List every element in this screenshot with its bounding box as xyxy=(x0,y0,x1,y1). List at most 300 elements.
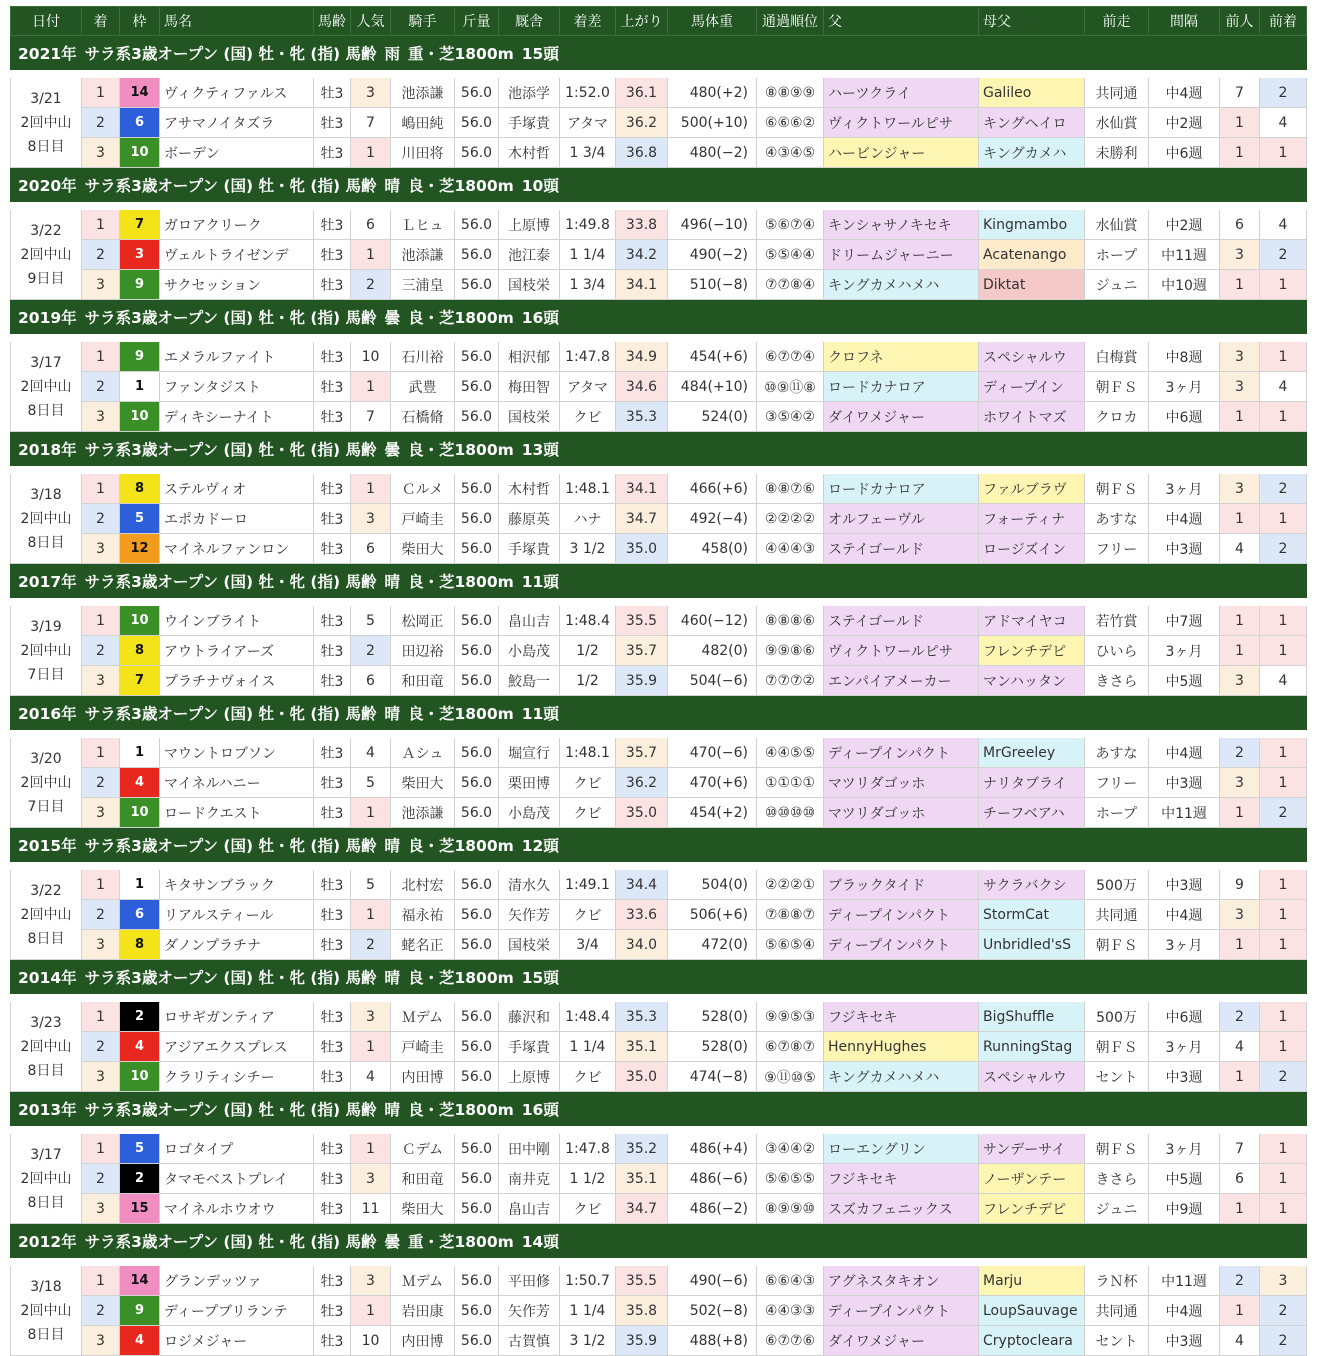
sire-link[interactable]: ヴィクトワールピサ xyxy=(824,636,979,666)
trainer-link[interactable]: 相沢郁 xyxy=(499,338,560,372)
horse-name-link[interactable]: ロサギガンティア xyxy=(160,998,314,1032)
previous-race-link[interactable]: 未勝利 xyxy=(1085,138,1149,168)
race-header-row xyxy=(11,828,1307,867)
col-last3f: 上がり xyxy=(616,7,668,36)
trainer-link[interactable]: 清水久 xyxy=(499,866,560,900)
broodmare-sire-link[interactable]: Marju xyxy=(979,1262,1085,1296)
previous-race-link[interactable]: ひいら xyxy=(1085,636,1149,666)
broodmare-sire-link[interactable]: RunningStag xyxy=(979,1032,1085,1062)
trainer-link[interactable]: 国枝栄 xyxy=(499,270,560,300)
horse-name-link[interactable]: ファンタジスト xyxy=(160,372,314,402)
previous-finish: 1 xyxy=(1260,768,1307,798)
previous-race-link[interactable]: 朝ＦＳ xyxy=(1085,1130,1149,1164)
race-header xyxy=(11,432,1307,471)
trainer-link[interactable]: 木村哲 xyxy=(499,138,560,168)
jockey-link[interactable]: 内田博 xyxy=(391,1062,455,1092)
horse-name-link[interactable]: ヴィクティファルス xyxy=(160,74,314,108)
frame-number: 9 xyxy=(120,1296,160,1326)
trainer-link[interactable]: 矢作芳 xyxy=(499,900,560,930)
last-3f-time: 34.7 xyxy=(616,504,668,534)
table-row xyxy=(11,74,1307,108)
jockey-link[interactable]: 蛯名正 xyxy=(391,930,455,960)
trainer-link[interactable]: 上原博 xyxy=(499,206,560,240)
popularity: 1 xyxy=(351,1032,391,1062)
horse-name-link[interactable]: ロゴタイプ xyxy=(160,1130,314,1164)
trainer-link[interactable]: 池江泰 xyxy=(499,240,560,270)
sire-link[interactable]: クロフネ xyxy=(824,338,979,372)
previous-finish: 4 xyxy=(1260,372,1307,402)
previous-race-link[interactable]: 朝ＦＳ xyxy=(1085,930,1149,960)
frame-number: 4 xyxy=(120,1326,160,1356)
broodmare-sire-link[interactable]: アドマイヤコ xyxy=(979,602,1085,636)
broodmare-sire-link[interactable]: ディープイン xyxy=(979,372,1085,402)
finish-position: 1 xyxy=(82,206,120,240)
previous-finish: 1 xyxy=(1260,1164,1307,1194)
sire-link[interactable]: ローエングリン xyxy=(824,1130,979,1164)
previous-finish: 2 xyxy=(1260,1326,1307,1356)
horse-name-link[interactable]: アウトライアーズ xyxy=(160,636,314,666)
jockey-link[interactable]: 柴田大 xyxy=(391,534,455,564)
race-cond: サラ系3歳オープン (国) 牡・牝 (指) 馬齢 xyxy=(84,573,377,591)
sire-link[interactable]: ドリームジャーニー xyxy=(824,240,979,270)
horse-name-link[interactable]: アジアエクスプレス xyxy=(160,1032,314,1062)
previous-popularity: 1 xyxy=(1220,1194,1260,1224)
frame-number: 9 xyxy=(120,270,160,300)
margin: クビ xyxy=(560,798,616,828)
jockey-link[interactable]: 北村宏 xyxy=(391,866,455,900)
race-heads: 11頭 xyxy=(521,573,559,591)
race-weather: 晴 xyxy=(384,1101,400,1119)
jockey-link[interactable]: 内田博 xyxy=(391,1326,455,1356)
jockey-link[interactable]: 岩田康 xyxy=(391,1296,455,1326)
horse-name-link[interactable]: マイネルホウオウ xyxy=(160,1194,314,1224)
race-meet: 2回中山 xyxy=(20,774,72,791)
body-weight-value: 470(+6) xyxy=(689,774,748,791)
broodmare-sire-link[interactable]: ホワイトマズ xyxy=(979,402,1085,432)
broodmare-sire-link[interactable]: フレンチデピ xyxy=(979,1194,1085,1224)
carried-weight: 56.0 xyxy=(455,866,499,900)
body-weight xyxy=(668,1062,757,1092)
previous-race-link[interactable]: 500万 xyxy=(1085,866,1149,900)
previous-race-link[interactable]: クロカ xyxy=(1085,402,1149,432)
trainer-link[interactable]: 梅田智 xyxy=(499,372,560,402)
popularity: 1 xyxy=(351,138,391,168)
previous-finish: 1 xyxy=(1260,138,1307,168)
frame-number: 3 xyxy=(120,240,160,270)
broodmare-sire-link[interactable]: サクラバクシ xyxy=(979,866,1085,900)
trainer-link[interactable]: 古賀慎 xyxy=(499,1326,560,1356)
carried-weight: 56.0 xyxy=(455,138,499,168)
trainer-link[interactable]: 鮫島一 xyxy=(499,666,560,696)
finish-position: 2 xyxy=(82,108,120,138)
horse-name-link[interactable]: ダノンプラチナ xyxy=(160,930,314,960)
jockey-link[interactable]: 松岡正 xyxy=(391,602,455,636)
sire-link[interactable]: ディープインパクト xyxy=(824,930,979,960)
previous-race-link[interactable]: ホープ xyxy=(1085,240,1149,270)
broodmare-sire-link[interactable]: チーフベアハ xyxy=(979,798,1085,828)
sire-link[interactable]: ディープインパクト xyxy=(824,734,979,768)
horse-age: 牡3 xyxy=(314,470,351,504)
previous-race-link[interactable]: セント xyxy=(1085,1326,1149,1356)
sire-link[interactable]: キングカメハメハ xyxy=(824,270,979,300)
table-row xyxy=(11,768,1307,798)
previous-race-link[interactable]: 共同通 xyxy=(1085,74,1149,108)
previous-race-link[interactable]: 若竹賞 xyxy=(1085,602,1149,636)
trainer-link[interactable]: 南井克 xyxy=(499,1164,560,1194)
previous-finish: 1 xyxy=(1260,1032,1307,1062)
sire-link[interactable]: ディープインパクト xyxy=(824,900,979,930)
previous-popularity: 1 xyxy=(1220,798,1260,828)
trainer-link[interactable]: 藤沢和 xyxy=(499,998,560,1032)
col-jockey: 騎手 xyxy=(391,7,455,36)
previous-popularity: 7 xyxy=(1220,74,1260,108)
finish-position: 1 xyxy=(82,1130,120,1164)
sire-link[interactable]: ハービンジャー xyxy=(824,138,979,168)
col-age: 馬齢 xyxy=(314,7,351,36)
previous-race-link[interactable]: あすな xyxy=(1085,734,1149,768)
broodmare-sire-link[interactable]: サンデーサイ xyxy=(979,1130,1085,1164)
frame-number: 15 xyxy=(120,1194,160,1224)
sire-link[interactable]: マツリダゴッホ xyxy=(824,768,979,798)
race-day: 8日目 xyxy=(27,1194,65,1211)
previous-popularity: 3 xyxy=(1220,768,1260,798)
previous-race-link[interactable]: ラＮ杯 xyxy=(1085,1262,1149,1296)
jockey-link[interactable]: Ｃデム xyxy=(391,1130,455,1164)
body-weight xyxy=(668,1296,757,1326)
broodmare-sire-link[interactable]: LoupSauvage xyxy=(979,1296,1085,1326)
sire-link[interactable]: スズカフェニックス xyxy=(824,1194,979,1224)
jockey-link[interactable]: 戸崎圭 xyxy=(391,1032,455,1062)
margin: 1/2 xyxy=(560,666,616,696)
trainer-link[interactable]: 田中剛 xyxy=(499,1130,560,1164)
trainer-link[interactable]: 池添学 xyxy=(499,74,560,108)
last-3f-time: 34.1 xyxy=(616,270,668,300)
last-3f-time: 35.9 xyxy=(616,666,668,696)
body-weight xyxy=(668,998,757,1032)
race-date: 3/17 xyxy=(30,1146,62,1163)
last-3f-time: 35.9 xyxy=(616,1326,668,1356)
previous-race-link[interactable]: きさら xyxy=(1085,1164,1149,1194)
previous-race-link[interactable]: あすな xyxy=(1085,504,1149,534)
body-weight xyxy=(668,666,757,696)
jockey-link[interactable]: Ｌヒュ xyxy=(391,206,455,240)
previous-race-link[interactable]: ホープ xyxy=(1085,798,1149,828)
broodmare-sire-link[interactable]: ファルブラヴ xyxy=(979,470,1085,504)
popularity: 4 xyxy=(351,734,391,768)
carried-weight: 56.0 xyxy=(455,1164,499,1194)
previous-finish: 1 xyxy=(1260,1194,1307,1224)
trainer-link[interactable]: 手塚貴 xyxy=(499,1032,560,1062)
race-day: 8日目 xyxy=(27,402,65,419)
popularity: 10 xyxy=(351,1326,391,1356)
sire-link[interactable]: ディープインパクト xyxy=(824,1296,979,1326)
previous-race-link[interactable]: セント xyxy=(1085,1062,1149,1092)
jockey-link[interactable]: 石橋脩 xyxy=(391,402,455,432)
last-3f-time: 36.2 xyxy=(616,768,668,798)
jockey-link[interactable]: 和田竜 xyxy=(391,666,455,696)
previous-popularity: 1 xyxy=(1220,1062,1260,1092)
previous-popularity: 2 xyxy=(1220,1262,1260,1296)
jockey-link[interactable]: 柴田大 xyxy=(391,768,455,798)
broodmare-sire-link[interactable]: スペシャルウ xyxy=(979,338,1085,372)
broodmare-sire-link[interactable]: フレンチデピ xyxy=(979,636,1085,666)
sire-link[interactable]: ロードカナロア xyxy=(824,372,979,402)
trainer-link[interactable]: 手塚貴 xyxy=(499,108,560,138)
body-weight xyxy=(668,338,757,372)
popularity: 1 xyxy=(351,470,391,504)
horse-name-link[interactable]: ガロアクリーク xyxy=(160,206,314,240)
horse-name-link[interactable]: マイネルファンロン xyxy=(160,534,314,564)
race-meet: 2回中山 xyxy=(20,642,72,659)
horse-name-link[interactable]: ロジメジャー xyxy=(160,1326,314,1356)
jockey-link[interactable]: 三浦皇 xyxy=(391,270,455,300)
trainer-link[interactable]: 栗田博 xyxy=(499,768,560,798)
race-track: 良・芝1800m xyxy=(407,837,514,855)
jockey-link[interactable]: 武豊 xyxy=(391,372,455,402)
broodmare-sire-link[interactable]: キングカメハ xyxy=(979,138,1085,168)
passing-order: ⑥⑥④③ xyxy=(757,1262,824,1296)
sire-link[interactable]: ヴィクトワールピサ xyxy=(824,108,979,138)
broodmare-sire-link[interactable]: マンハッタン xyxy=(979,666,1085,696)
horse-age: 牡3 xyxy=(314,1130,351,1164)
finish-position: 3 xyxy=(82,930,120,960)
broodmare-sire-link[interactable]: フォーティナ xyxy=(979,504,1085,534)
body-weight xyxy=(668,108,757,138)
sire-link[interactable]: ダイワメジャー xyxy=(824,402,979,432)
race-header-row xyxy=(11,300,1307,339)
race-weather: 晴 xyxy=(384,573,400,591)
previous-race-link[interactable]: 水仙賞 xyxy=(1085,206,1149,240)
margin: 1:49.8 xyxy=(560,206,616,240)
jockey-link[interactable]: 和田竜 xyxy=(391,1164,455,1194)
margin: クビ xyxy=(560,768,616,798)
jockey-link[interactable]: Ａシュ xyxy=(391,734,455,768)
jockey-link[interactable]: 池添謙 xyxy=(391,240,455,270)
frame-number: 1 xyxy=(120,372,160,402)
jockey-link[interactable]: Ｃルメ xyxy=(391,470,455,504)
passing-order: ⑥⑥⑥② xyxy=(757,108,824,138)
trainer-link[interactable]: 国枝栄 xyxy=(499,402,560,432)
race-heads: 13頭 xyxy=(521,441,559,459)
horse-name-link[interactable]: ディキシーナイト xyxy=(160,402,314,432)
sire-link[interactable]: ステイゴールド xyxy=(824,534,979,564)
broodmare-sire-link[interactable]: BigShuffle xyxy=(979,998,1085,1032)
horse-name-link[interactable]: リアルスティール xyxy=(160,900,314,930)
horse-age: 牡3 xyxy=(314,402,351,432)
jockey-link[interactable]: 石川裕 xyxy=(391,338,455,372)
race-header xyxy=(11,1092,1307,1131)
jockey-link[interactable]: 福永祐 xyxy=(391,900,455,930)
previous-race-link[interactable]: フリー xyxy=(1085,768,1149,798)
horse-name-link[interactable]: マイネルハニー xyxy=(160,768,314,798)
margin: 1 1/4 xyxy=(560,240,616,270)
trainer-link[interactable]: 上原博 xyxy=(499,1062,560,1092)
jockey-link[interactable]: Ｍデム xyxy=(391,1262,455,1296)
race-year: 2016年 xyxy=(18,705,77,723)
horse-name-link[interactable]: タマモベストプレイ xyxy=(160,1164,314,1194)
trainer-link[interactable]: 小島茂 xyxy=(499,798,560,828)
table-row xyxy=(11,206,1307,240)
race-date-cell xyxy=(11,866,82,960)
sire-link[interactable]: フジキセキ xyxy=(824,998,979,1032)
trainer-link[interactable]: 堀宣行 xyxy=(499,734,560,768)
sire-link[interactable]: ブラックタイド xyxy=(824,866,979,900)
trainer-link[interactable]: 平田修 xyxy=(499,1262,560,1296)
race-date: 3/19 xyxy=(30,618,62,635)
previous-race-link[interactable]: 朝ＦＳ xyxy=(1085,470,1149,504)
previous-race-link[interactable]: きさら xyxy=(1085,666,1149,696)
previous-popularity: 6 xyxy=(1220,206,1260,240)
horse-name-link[interactable]: ステルヴィオ xyxy=(160,470,314,504)
frame-number: 14 xyxy=(120,1262,160,1296)
sire-link[interactable]: エンパイアメーカー xyxy=(824,666,979,696)
body-weight-value: 486(−2) xyxy=(689,1200,748,1217)
broodmare-sire-link[interactable]: Acatenango xyxy=(979,240,1085,270)
horse-name-link[interactable]: ディープブリランテ xyxy=(160,1296,314,1326)
jockey-link[interactable]: 池添謙 xyxy=(391,798,455,828)
previous-race-link[interactable]: 朝ＦＳ xyxy=(1085,372,1149,402)
broodmare-sire-link[interactable]: MrGreeley xyxy=(979,734,1085,768)
previous-race-link[interactable]: 500万 xyxy=(1085,998,1149,1032)
trainer-link[interactable]: 畠山吉 xyxy=(499,602,560,636)
broodmare-sire-link[interactable]: ナリタブライ xyxy=(979,768,1085,798)
trainer-link[interactable]: 藤原英 xyxy=(499,504,560,534)
previous-race-link[interactable]: 白梅賞 xyxy=(1085,338,1149,372)
jockey-link[interactable]: 戸崎圭 xyxy=(391,504,455,534)
previous-popularity: 3 xyxy=(1220,240,1260,270)
frame-number: 4 xyxy=(120,768,160,798)
horse-name-link[interactable]: ロードクエスト xyxy=(160,798,314,828)
broodmare-sire-link[interactable]: Galileo xyxy=(979,74,1085,108)
trainer-link[interactable]: 手塚貴 xyxy=(499,534,560,564)
margin: 3 1/2 xyxy=(560,534,616,564)
interval: 中11週 xyxy=(1149,240,1220,270)
finish-position: 3 xyxy=(82,138,120,168)
sire-link[interactable]: マツリダゴッホ xyxy=(824,798,979,828)
broodmare-sire-link[interactable]: Cryptocleara xyxy=(979,1326,1085,1356)
broodmare-sire-link[interactable]: Kingmambo xyxy=(979,206,1085,240)
horse-name-link[interactable]: ボーデン xyxy=(160,138,314,168)
horse-age: 牡3 xyxy=(314,338,351,372)
table-row xyxy=(11,372,1307,402)
race-track: 重・芝1800m xyxy=(407,45,514,63)
finish-position: 1 xyxy=(82,602,120,636)
sire-link[interactable]: キンシャサノキセキ xyxy=(824,206,979,240)
sire-link[interactable]: キングカメハメハ xyxy=(824,1062,979,1092)
broodmare-sire-link[interactable]: Diktat xyxy=(979,270,1085,300)
previous-race-link[interactable]: ジュニ xyxy=(1085,1194,1149,1224)
jockey-link[interactable]: 柴田大 xyxy=(391,1194,455,1224)
sire-link[interactable]: ステイゴールド xyxy=(824,602,979,636)
previous-race-link[interactable]: 朝ＦＳ xyxy=(1085,1032,1149,1062)
horse-name-link[interactable]: クラリティシチー xyxy=(160,1062,314,1092)
jockey-link[interactable]: Ｍデム xyxy=(391,998,455,1032)
previous-race-link[interactable]: フリー xyxy=(1085,534,1149,564)
interval: 中5週 xyxy=(1149,1164,1220,1194)
broodmare-sire-link[interactable]: ノーザンテー xyxy=(979,1164,1085,1194)
previous-race-link[interactable]: 共同通 xyxy=(1085,1296,1149,1326)
horse-name-link[interactable]: キタサンブラック xyxy=(160,866,314,900)
trainer-link[interactable]: 矢作芳 xyxy=(499,1296,560,1326)
race-header-row xyxy=(11,36,1307,75)
margin: 1 3/4 xyxy=(560,138,616,168)
last-3f-time: 35.5 xyxy=(616,1262,668,1296)
previous-race-link[interactable]: ジュニ xyxy=(1085,270,1149,300)
trainer-link[interactable]: 木村哲 xyxy=(499,470,560,504)
race-header-row xyxy=(11,564,1307,603)
last-3f-time: 35.7 xyxy=(616,636,668,666)
trainer-link[interactable]: 小島茂 xyxy=(499,636,560,666)
horse-name-link[interactable]: エメラルファイト xyxy=(160,338,314,372)
last-3f-time: 35.8 xyxy=(616,1296,668,1326)
race-cond: サラ系3歳オープン (国) 牡・牝 (指) 馬齢 xyxy=(84,441,377,459)
horse-name-link[interactable]: グランデッツァ xyxy=(160,1262,314,1296)
trainer-link[interactable]: 国枝栄 xyxy=(499,930,560,960)
carried-weight: 56.0 xyxy=(455,734,499,768)
broodmare-sire-link[interactable]: ロージズイン xyxy=(979,534,1085,564)
horse-age: 牡3 xyxy=(314,1326,351,1356)
passing-order: ⑤⑥⑦④ xyxy=(757,206,824,240)
sire-link[interactable]: ダイワメジャー xyxy=(824,1326,979,1356)
race-track: 良・芝1800m xyxy=(407,573,514,591)
jockey-link[interactable]: 田辺裕 xyxy=(391,636,455,666)
jockey-link[interactable]: 嶋田純 xyxy=(391,108,455,138)
horse-name-link[interactable]: ヴェルトライゼンデ xyxy=(160,240,314,270)
horse-age: 牡3 xyxy=(314,74,351,108)
popularity: 3 xyxy=(351,1164,391,1194)
sire-link[interactable]: ハーツクライ xyxy=(824,74,979,108)
sire-link[interactable]: フジキセキ xyxy=(824,1164,979,1194)
previous-popularity: 1 xyxy=(1220,1296,1260,1326)
sire-link[interactable]: オルフェーヴル xyxy=(824,504,979,534)
race-date-cell xyxy=(11,1130,82,1224)
passing-order: ②②②② xyxy=(757,504,824,534)
horse-name-link[interactable]: アサマノイタズラ xyxy=(160,108,314,138)
carried-weight: 56.0 xyxy=(455,636,499,666)
broodmare-sire-link[interactable]: スペシャルウ xyxy=(979,1062,1085,1092)
previous-popularity: 9 xyxy=(1220,866,1260,900)
previous-popularity: 3 xyxy=(1220,372,1260,402)
interval: 中2週 xyxy=(1149,108,1220,138)
jockey-link[interactable]: 川田将 xyxy=(391,138,455,168)
jockey-link[interactable]: 池添謙 xyxy=(391,74,455,108)
horse-name-link[interactable]: エポカドーロ xyxy=(160,504,314,534)
trainer-link[interactable]: 畠山吉 xyxy=(499,1194,560,1224)
race-date-cell xyxy=(11,998,82,1092)
horse-name-link[interactable]: サクセッション xyxy=(160,270,314,300)
horse-name-link[interactable]: プラチナヴォイス xyxy=(160,666,314,696)
popularity: 3 xyxy=(351,74,391,108)
table-row xyxy=(11,1262,1307,1296)
broodmare-sire-link[interactable]: キングヘイロ xyxy=(979,108,1085,138)
broodmare-sire-link[interactable]: StormCat xyxy=(979,900,1085,930)
horse-name-link[interactable]: マウントロブソン xyxy=(160,734,314,768)
sire-link[interactable]: ロードカナロア xyxy=(824,470,979,504)
col-date: 日付 xyxy=(11,7,82,36)
interval: 中2週 xyxy=(1149,206,1220,240)
previous-race-link[interactable]: 共同通 xyxy=(1085,900,1149,930)
interval: 3ヶ月 xyxy=(1149,372,1220,402)
sire-link[interactable]: HennyHughes xyxy=(824,1032,979,1062)
margin: クビ xyxy=(560,900,616,930)
sire-link[interactable]: アグネスタキオン xyxy=(824,1262,979,1296)
race-date-cell xyxy=(11,734,82,828)
broodmare-sire-link[interactable]: Unbridled'sS xyxy=(979,930,1085,960)
carried-weight: 56.0 xyxy=(455,470,499,504)
horse-name-link[interactable]: ウインブライト xyxy=(160,602,314,636)
popularity: 2 xyxy=(351,636,391,666)
previous-race-link[interactable]: 水仙賞 xyxy=(1085,108,1149,138)
